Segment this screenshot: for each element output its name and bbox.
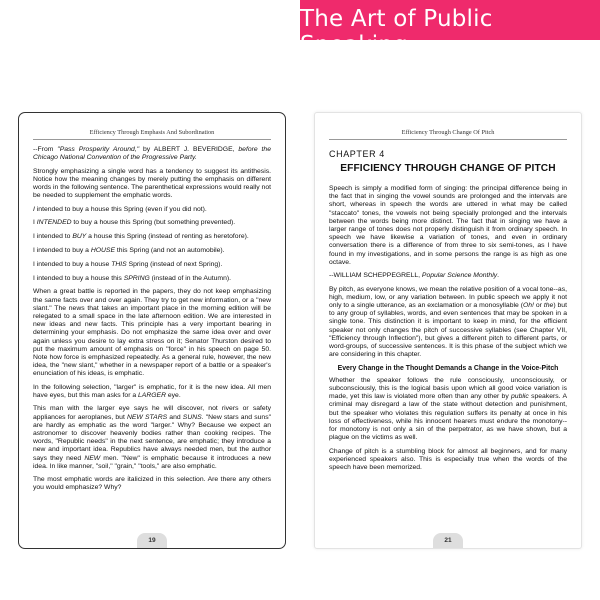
example-line: I intended to buy a house this SPRING (instead of in the Autumn). [33,274,231,282]
paragraph: By pitch, as everyone knows, we mean the relative position of a vocal tone--as, high, medium, low, or any variation between. In public speech we apply it not only to a single utterance, as an exclamation or a monosyllable (Oh! or the) but to any group of syllables, words, and even sentences that may be spoken in a single tone. This distinction it is important to keep in mind, for the efficient speaker not only changes the pitch of successive syllables (see Chapter VII, "Efficiency through Inflection"), but gives a different pitch to different parts, or word-groups, of successive sentences. It is this phase of the subject which we are considering in this chapter. [329,285,567,359]
paragraph: When a great battle is reported in the papers, they do not keep emphasizing the same facts over and over again. They try to get new information, or a "new slant." The news that takes an important place in the morning edition will be relegated to a small space in the late afternoon edition. We are interested in new ideas and new facts. This principle has a very important bearing in determining your emphasis. Do not emphasize the same idea over and over again unless you desire to lay extra stress on it; Senator Thurston desired to put the maximum amount of emphasis on "force" in his speech on page 50. Note how force is emphasized repeatedly. As a general rule, however, the new idea, the "new slant," whether in a newspaper report of a battle or a speaker's enunciation of his ideas, is emphatic. [33,288,271,378]
paragraph: This man with the larger eye says he will discover, not rivers or safety appliances for aeroplanes, but NEW STARS and SUNS. "New stars and suns" are hardly as emphatic as the word "larger." Why? Because we expect an astronomer to discover heavenly bodies rather than cooking recipes. The words, "Republic needs" in the next sentence, are emphatic; they introduce a new and important idea. Republics have always needed men, but the author says they need NEW men. "New" is emphatic because it introduces a new idea. In like manner, "soil," "grain," "tools," are also emphatic. [33,405,272,470]
page-number: 19 [137,533,167,548]
example-line: I intended to buy a HOUSE this Spring (and not an automobile). [33,246,225,254]
paragraph: Strongly emphasizing a single word has a tendency to suggest its antithesis. Notice how the meaning changes by merely putting the emphasis on different words in the following sentence. The parenthetical expressions would really not be needed to supplement the emphatic words. [33,167,271,200]
page-number: 21 [433,533,463,548]
header-rule [33,139,271,140]
chapter-number: CHAPTER 4 [329,149,385,159]
paragraph: Whether the speaker follows the rule consciously, unconsciously, or subconsciously, this is the logical basis upon which all good voice variation is made, yet this law is violated more often than any other by public speakers. A criminal may disregard a law of the state without detection and punishment, but the speaker who violates this regulation suffers its penalty at once in his loss of effectiveness, while his innocent hearers must endure the monotony--for monotony is not only a sin of the perpetrator, as we have shown, but a plague on the victims as well. [329,376,567,442]
left-page [18,112,286,549]
right-page [314,112,582,549]
paragraph: In the following selection, "larger" is emphatic, for it is the new idea. All men have eyes, but this man asks for a LARGER eye. [33,383,271,399]
chapter-title: EFFICIENCY THROUGH CHANGE OF PITCH [340,163,556,174]
header-rule [329,139,567,140]
paragraph: Change of pitch is a stumbling block for almost all beginners, and for many experienced speakers also. This is especially true when the words of the speech have been memorized. [329,447,567,472]
book-title: The Art of Public Speaking [300,6,493,58]
example-line: I intended to buy a house THIS Spring (instead of next Spring). [33,260,223,268]
section-subheading: Every Change in the Thought Demands a Change in the Voice-Pitch [337,364,559,372]
attribution: --WILLIAM SCHEPPEGRELL, Popular Science Monthly. [329,272,499,280]
example-line: I intended to BUY a house this Spring (instead of renting as heretofore). [33,233,249,241]
running-head: Efficiency Through Emphasis And Subordination [89,129,215,136]
example-line: I INTENDED to buy a house this Spring (but something prevented). [33,219,236,227]
source-line: --From "Pass Prosperity Around," by ALBERT J. BEVERIDGE, before the Chicago National Convention of the Progressive Party. [33,146,271,162]
left-page-body [19,146,285,493]
paragraph: The most emphatic words are italicized in this selection. Are there any others you would emphasize? Why? [33,476,271,492]
right-page-body [315,185,581,472]
example-line: I intended to buy a house this Spring (even if you did not). [33,205,207,213]
title-banner [300,0,600,58]
running-head: Efficiency Through Change Of Pitch [401,129,495,136]
paragraph: Speech is simply a modified form of singing: the principal difference being in the fact that in singing the vowel sounds are prolonged and the intervals are short, whereas in speech the words are uttered in what may be called "staccato" tones, the vowels not being specially prolonged and the intervals between the words being more distinct. The fact that in singing we have a larger range of tones does not properly distinguish it from ordinary speech. In speech we have likewise a variation of tones, and even in ordinary conversation there is a difference of from three to six semi-tones, as I have found in my investigations, and in some persons the range is as high as one octave. [329,185,567,266]
